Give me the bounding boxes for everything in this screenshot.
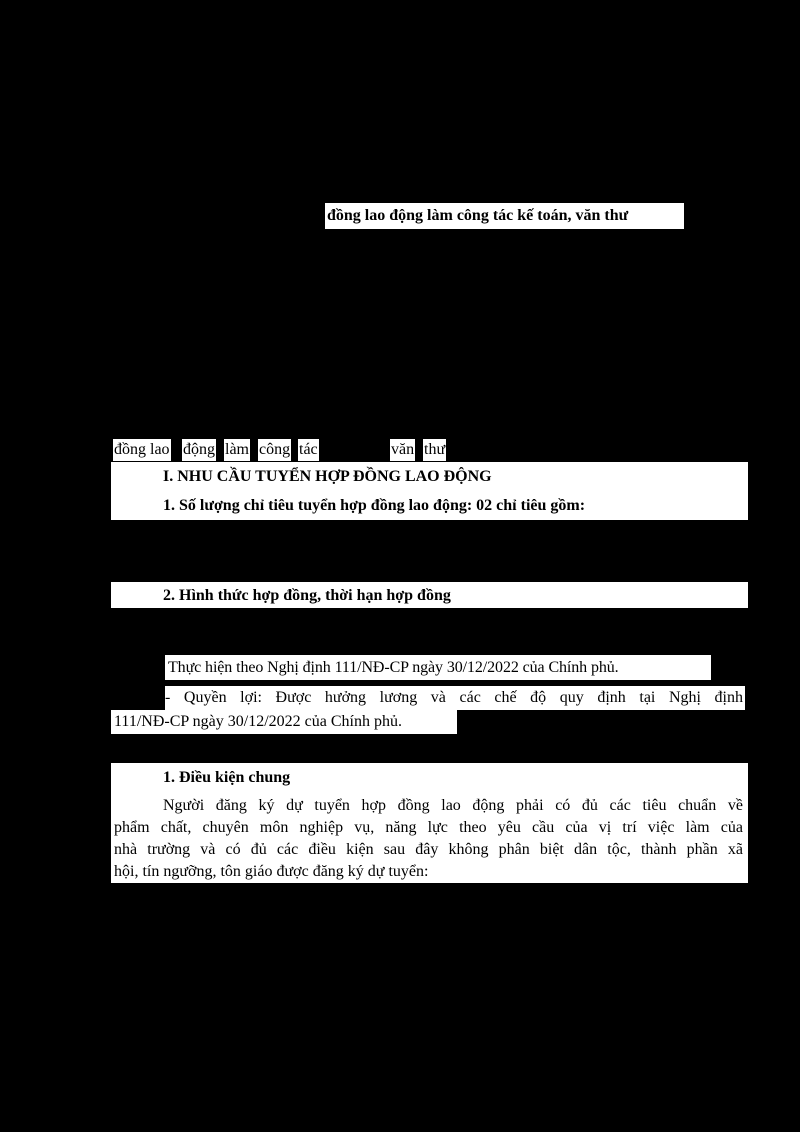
subject-word: công bbox=[257, 438, 292, 462]
subject-word: tác bbox=[297, 438, 320, 462]
legal-basis-text: Thực hiện theo Nghị định 111/NĐ-CP ngày 30/12/2022 của Chính phủ. bbox=[168, 659, 619, 676]
benefits-line2: 111/NĐ-CP ngày 30/12/2022 của Chính phủ. bbox=[114, 713, 402, 730]
subject-word: văn bbox=[389, 438, 416, 462]
subject-word: động bbox=[181, 438, 217, 462]
general-conditions-heading: 1. Điều kiện chung bbox=[163, 769, 291, 786]
benefits-line1: - Quyền lợi: Được hưởng lương và các chế độ quy định tại Nghị định bbox=[165, 689, 743, 706]
subject-word: thư bbox=[422, 438, 447, 462]
subject-word: làm bbox=[223, 438, 251, 462]
quota-heading: 1. Số lượng chỉ tiêu tuyển hợp đồng lao động: 02 chỉ tiêu gồm: bbox=[163, 497, 586, 514]
subject-word: đồng lao bbox=[112, 438, 172, 462]
section-heading: I. NHU CẦU TUYỂN HỢP ĐỒNG LAO ĐỘNG bbox=[163, 468, 492, 485]
contract-form-heading: 2. Hình thức hợp đồng, thời hạn hợp đồng bbox=[163, 587, 451, 604]
general-conditions-line: phẩm chất, chuyên môn nghiệp vụ, năng lực theo yêu cầu của vị trí việc làm của bbox=[114, 819, 743, 836]
header-snippet: đồng lao động làm công tác kế toán, văn thư bbox=[327, 207, 629, 224]
general-conditions-line: Người đăng ký dự tuyển hợp đồng lao động phải có đủ các tiêu chuẩn về bbox=[163, 797, 743, 814]
general-conditions-line: nhà trường và có đủ các điều kiện sau đây không phân biệt dân tộc, thành phần xã bbox=[114, 841, 743, 858]
general-conditions-line: hội, tín ngưỡng, tôn giáo được đăng ký dự tuyển: bbox=[114, 863, 429, 880]
